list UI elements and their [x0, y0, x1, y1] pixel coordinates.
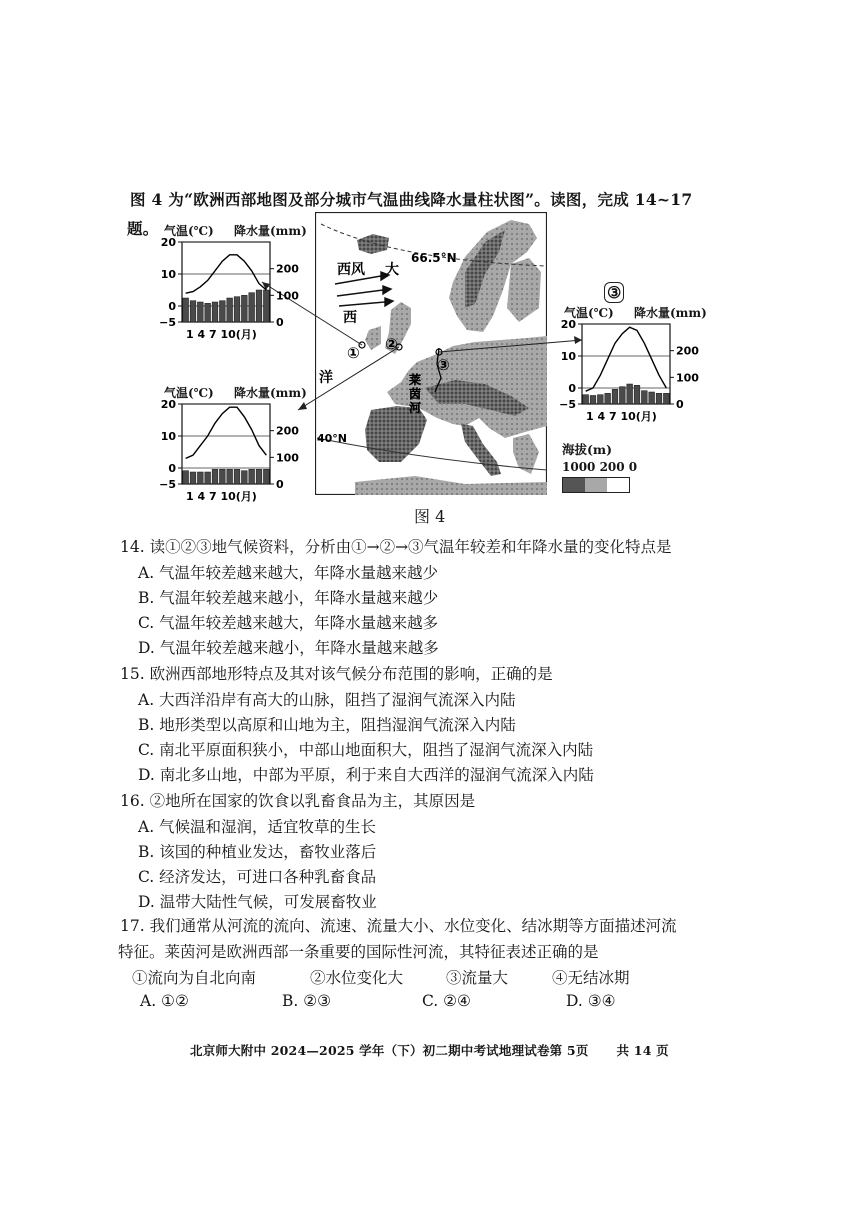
precip-tick-label: 100 — [276, 451, 299, 465]
temp-tick-label: 20 — [160, 236, 176, 249]
precip-bar — [234, 469, 240, 484]
temp-tick-label: 10 — [160, 268, 176, 281]
precip-bar — [612, 389, 618, 404]
precip-bar — [263, 290, 269, 322]
ocean-char-yang: 洋 — [319, 370, 333, 386]
precip-tick-label: 0 — [276, 316, 284, 329]
precip-bar — [256, 469, 262, 484]
precip-tick-label: 100 — [276, 289, 299, 303]
westerly-label: 西风 — [337, 262, 365, 278]
precip-bar — [183, 471, 189, 484]
precip-bar — [649, 392, 655, 404]
precip-bar — [590, 395, 596, 404]
precip-bar — [249, 293, 255, 322]
precip-bar — [605, 393, 611, 404]
footer-text: 北京师大附中 2024—2025 学年（下）初二期中考试地理试卷第 5页 — [190, 1043, 589, 1058]
temp-tick-label: 0 — [568, 382, 576, 395]
precip-bar — [219, 469, 225, 484]
rhine-char-1: 莱 — [409, 373, 422, 387]
temp-tick-label: 10 — [560, 350, 576, 363]
precip-bar — [249, 469, 255, 484]
question-17-option-c: C. ②④ — [422, 992, 471, 1010]
precip-axis-label: 降水量(mm) — [234, 386, 307, 400]
temp-tick-label: 10 — [160, 430, 176, 443]
chart-frame — [582, 324, 670, 404]
precip-bar — [205, 303, 211, 322]
question-17-statement-3: ③流量大 — [446, 969, 509, 987]
temp-axis-label: 气温(℃) — [564, 306, 614, 320]
temp-tick-label: −5 — [559, 398, 576, 411]
precip-bar — [597, 395, 603, 404]
month-axis-label: 1 4 7 10(月) — [186, 328, 257, 341]
question-16-option-a: A. 气候温和湿润，适宜牧草的生长 — [138, 818, 377, 836]
precip-bar — [190, 472, 196, 484]
temperature-curve — [586, 327, 667, 391]
page-footer — [190, 1041, 669, 1059]
rhine-char-2: 茵 — [409, 387, 422, 401]
precip-tick-label: 0 — [676, 398, 684, 411]
precip-tick-label: 200 — [276, 262, 299, 276]
question-16-option-b: B. 该国的种植业发达，畜牧业落后 — [138, 843, 377, 861]
precip-tick-label: 200 — [276, 424, 299, 438]
chart-badge: ③ — [604, 282, 624, 303]
temp-axis-label: 气温(℃) — [164, 224, 214, 238]
precip-bar — [256, 290, 262, 322]
precip-bar — [205, 472, 211, 484]
point-3-label: ③ — [437, 356, 450, 374]
climate-chart-left-bottom — [142, 384, 312, 506]
climate-chart-right — [552, 282, 722, 422]
climate-chart-left-top — [142, 222, 312, 344]
precip-bar — [634, 385, 640, 404]
question-14-option-c: C. 气温年较差越来越大，年降水量越来越多 — [138, 614, 439, 632]
temperature-curve — [186, 407, 267, 458]
question-17-stem-line-2: 特征。莱茵河是欧洲西部一条重要的国际性河流，其特征表述正确的是 — [118, 943, 599, 961]
point-1-label: ① — [347, 344, 360, 362]
precip-bar — [619, 387, 625, 404]
precip-bar — [663, 393, 669, 404]
precip-axis-label: 降水量(mm) — [634, 306, 707, 320]
climate-chart-svg — [142, 236, 312, 344]
footer-page-count: 共 14 页 — [616, 1043, 669, 1058]
precip-bar — [656, 393, 662, 404]
temp-tick-label: 0 — [168, 462, 176, 475]
question-17-option-a: A. ①② — [140, 992, 189, 1010]
precip-bar — [263, 469, 269, 484]
question-17-statement-1: ①流向为自北向南 — [132, 969, 257, 987]
precip-bar — [212, 469, 218, 484]
month-axis-label: 1 4 7 10(月) — [186, 490, 257, 503]
rhine-char-3: 河 — [409, 401, 422, 415]
temp-tick-label: 20 — [160, 398, 176, 411]
precip-bar — [183, 298, 189, 322]
connector-lines — [0, 0, 860, 520]
precip-bar — [241, 295, 247, 322]
question-16-option-c: C. 经济发达，可进口各种乳畜食品 — [138, 868, 377, 886]
precip-bar — [212, 302, 218, 322]
precip-bar — [197, 302, 203, 322]
question-17-stem-line-1: 17. 我们通常从河流的流向、流速、流量大小、水位变化、结冰期等方面描述河流 — [120, 917, 677, 935]
precip-bar — [627, 384, 633, 404]
climate-chart-svg — [142, 398, 312, 506]
precip-tick-label: 100 — [676, 371, 699, 385]
figure-caption: 图 4 — [414, 507, 446, 526]
question-15-stem: 15. 欧洲西部地形特点及其对该气候分布范围的影响，正确的是 — [120, 665, 553, 683]
question-15-option-d: D. 南北多山地，中部为平原，利于来自大西洋的湿润气流深入内陆 — [138, 766, 594, 784]
legend-title: 海拔(m) — [562, 442, 613, 457]
question-17-option-b: B. ②③ — [282, 992, 332, 1010]
question-14-stem: 14. 读①②③地气候资料，分析由①→②→③气温年较差和年降水量的变化特点是 — [120, 538, 672, 556]
precip-bar — [227, 469, 233, 484]
temp-tick-label: −5 — [159, 478, 176, 491]
climate-chart-svg — [542, 318, 712, 426]
precip-axis-label: 降水量(mm) — [234, 224, 307, 238]
temp-axis-label: 气温(℃) — [164, 386, 214, 400]
ocean-char-xi: 西 — [343, 310, 357, 326]
point-2-label: ② — [385, 335, 398, 353]
precip-bar — [227, 298, 233, 322]
question-17-statement-4: ④无结冰期 — [552, 969, 630, 987]
temp-tick-label: 0 — [168, 300, 176, 313]
question-14-option-d: D. 气温年较差越来越小，年降水量越来越多 — [138, 639, 439, 657]
arctic-circle-label: 66.5°N — [411, 251, 457, 265]
precip-bar — [190, 301, 196, 322]
intro-line-1: 图 4 为“欧洲西部地图及部分城市气温曲线降水量柱状图”。读图，完成 14~17 — [130, 190, 693, 209]
temp-tick-label: 20 — [560, 318, 576, 331]
question-17-statement-2: ②水位变化大 — [310, 969, 404, 987]
question-14-option-a: A. 气温年较差越来越大，年降水量越来越少 — [138, 564, 439, 582]
precip-bar — [197, 472, 203, 484]
precip-bar — [641, 391, 647, 404]
precip-tick-label: 200 — [676, 344, 699, 358]
precip-bar — [219, 301, 225, 322]
elevation-legend — [562, 440, 672, 500]
question-17-option-d: D. ③④ — [566, 992, 616, 1010]
question-16-option-d: D. 温带大陆性气候，可发展畜牧业 — [138, 893, 377, 911]
intro-line-2: 题。 — [127, 219, 159, 238]
month-axis-label: 1 4 7 10(月) — [586, 410, 657, 423]
question-14-option-b: B. 气温年较差越来越小，年降水量越来越少 — [138, 589, 439, 607]
precip-bar — [234, 297, 240, 322]
question-16-stem: 16. ②地所在国家的饮食以乳畜食品为主，其原因是 — [120, 792, 476, 810]
precip-bar — [583, 395, 589, 404]
precip-bar — [241, 471, 247, 484]
precip-tick-label: 0 — [276, 478, 284, 491]
temp-tick-label: −5 — [159, 316, 176, 329]
legend-values: 1000 200 0 — [562, 460, 638, 474]
question-15-option-c: C. 南北平原面积狭小，中部山地面积大，阻挡了湿润气流深入内陆 — [138, 741, 594, 759]
ocean-char-da: 大 — [385, 262, 399, 278]
question-15-option-a: A. 大西洋沿岸有高大的山脉，阻挡了湿润气流深入内陆 — [138, 691, 516, 709]
question-15-option-b: B. 地形类型以高原和山地为主，阻挡湿润气流深入内陆 — [138, 716, 516, 734]
legend-swatches — [562, 477, 630, 493]
lat-40-label: 40°N — [317, 432, 348, 445]
